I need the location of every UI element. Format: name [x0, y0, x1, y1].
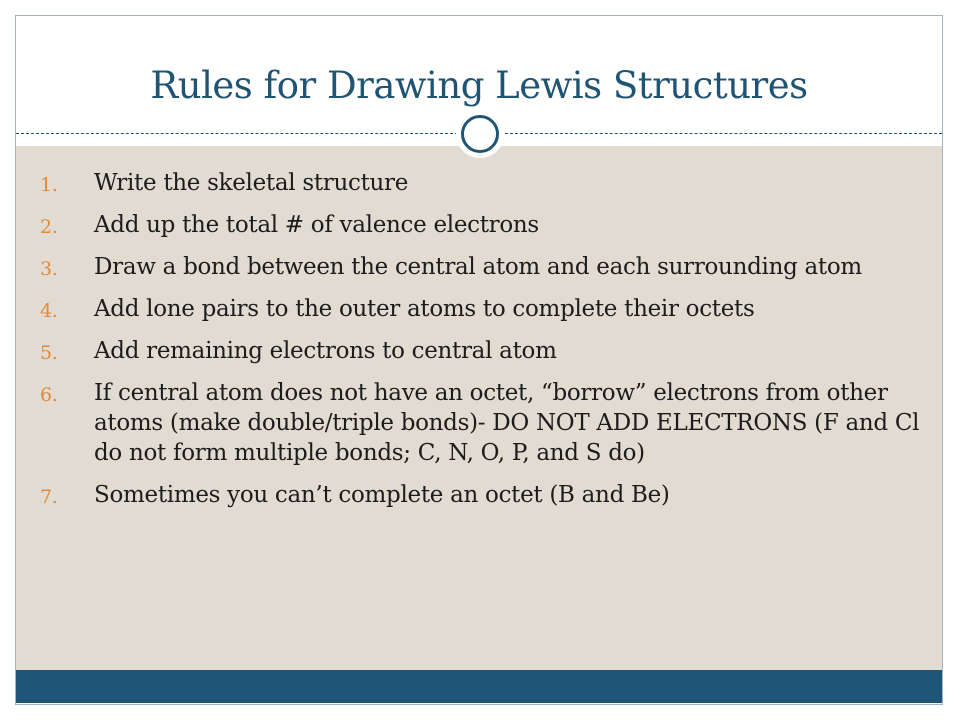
list-item: [40, 168, 920, 198]
list-number: 5.: [40, 342, 58, 364]
list-item: [40, 480, 920, 510]
list-item: [40, 336, 920, 366]
list-item: [40, 378, 920, 468]
list-item-text: Sometimes you can’t complete an octet (B and Be): [94, 482, 670, 508]
rules-list: [40, 168, 920, 522]
list-item-text: Add up the total # of valence electrons: [94, 212, 539, 238]
list-number: 4.: [40, 300, 58, 322]
circle-ring-icon: [456, 110, 504, 158]
footer-bar: [16, 670, 942, 703]
list-item-text: Add remaining electrons to central atom: [94, 338, 557, 364]
list-item-text: Draw a bond between the central atom and each surrounding atom: [94, 254, 862, 280]
list-item-text: Write the skeletal structure: [94, 170, 409, 196]
slide-title: Rules for Drawing Lewis Structures: [150, 64, 808, 107]
list-item-text: Add lone pairs to the outer atoms to complete their octets: [94, 296, 755, 322]
list-item: [40, 210, 920, 240]
list-item: [40, 252, 920, 282]
list-item: [40, 294, 920, 324]
list-number: 2.: [40, 216, 58, 238]
list-number: 1.: [40, 174, 58, 196]
list-item-text: If central atom does not have an octet, “borrow” electrons from other atoms (make double/triple bonds)- DO NOT ADD ELECTRONS (F and Cl do not form multiple bonds; C, N, O, P, and S do): [94, 380, 920, 466]
list-number: 6.: [40, 384, 58, 406]
list-number: 7.: [40, 486, 58, 508]
list-number: 3.: [40, 258, 58, 280]
